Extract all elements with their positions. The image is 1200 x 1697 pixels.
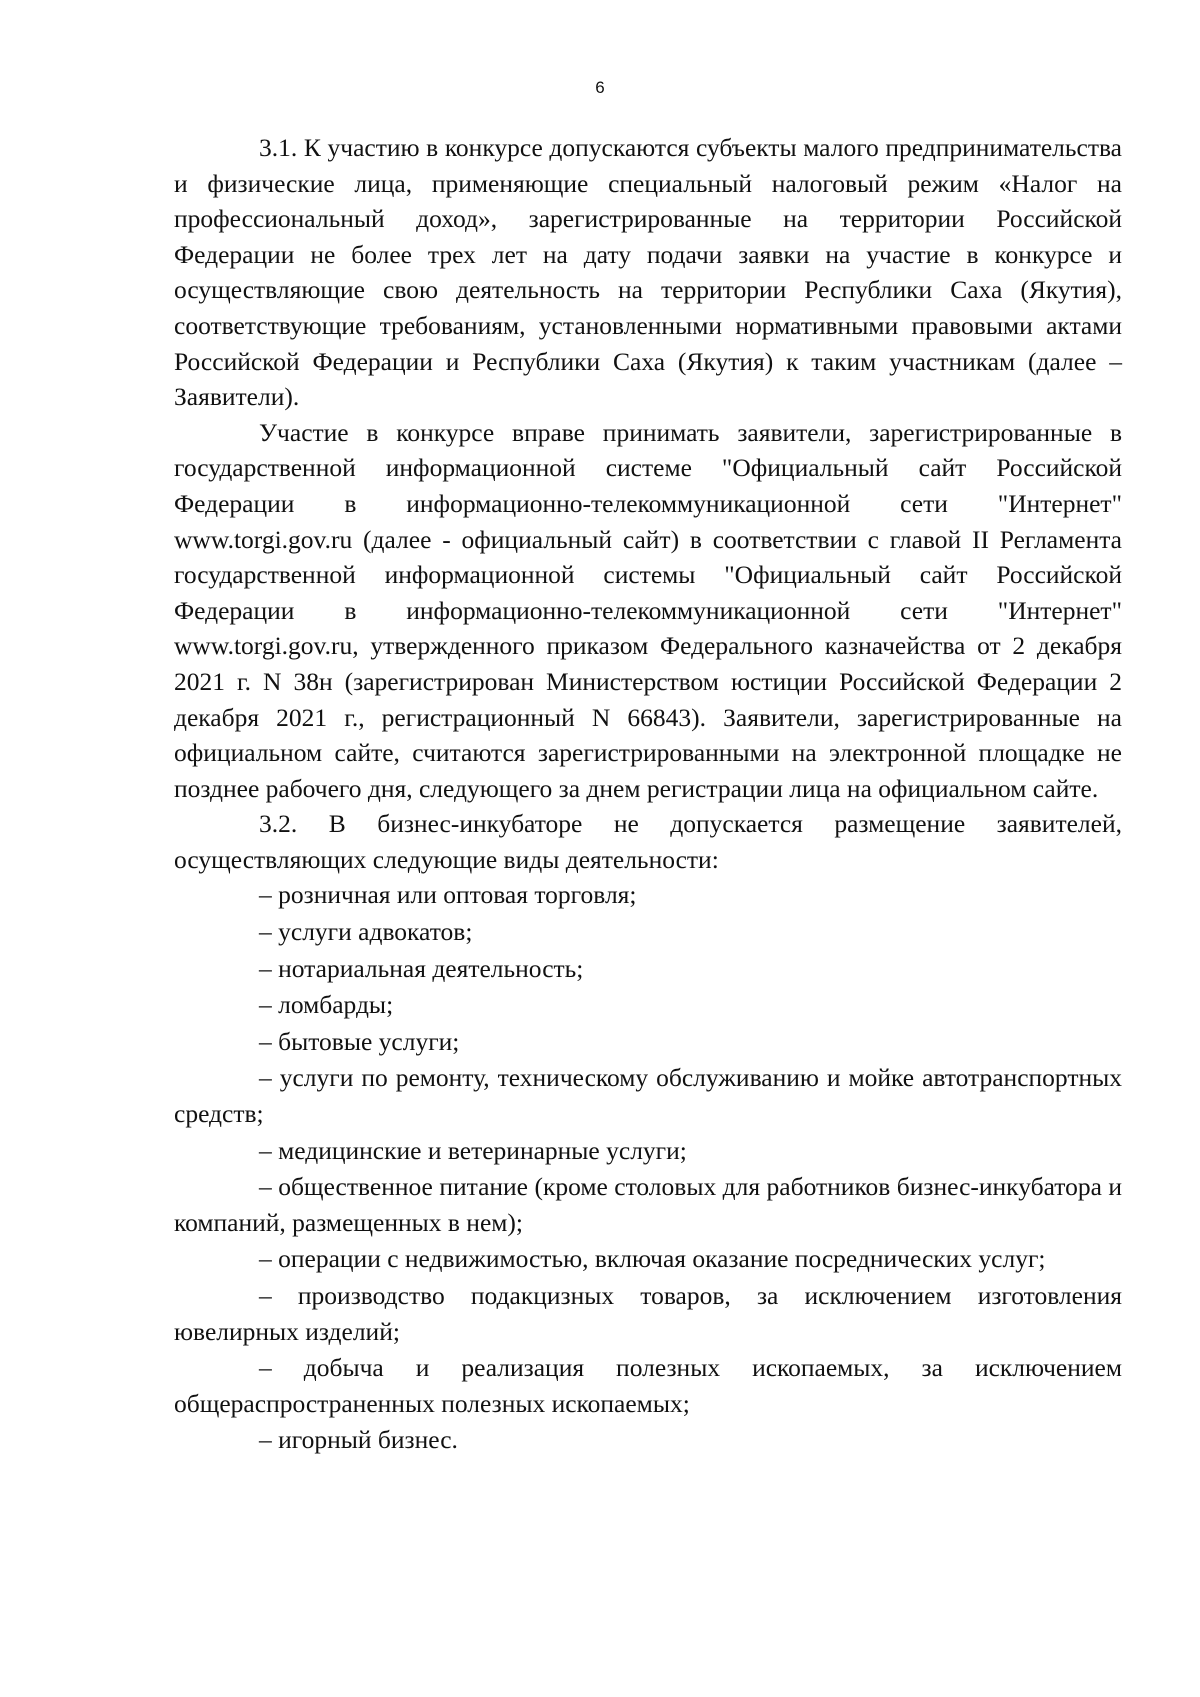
list-item: – розничная или оптовая торговля; bbox=[259, 880, 637, 910]
document-body bbox=[174, 130, 1122, 1458]
paragraph-3-1: 3.1. К участию в конкурсе допускаются субъекты малого предпринимательства и физические лица, применяющие специальный налоговый режим «Налог на профессиональный доход», зарегистрированные на территории Российской Федерации не более трех лет на дату подачи заявки на участие в конкурсе и осуществляющие свою деятельность на территории Республики Саха (Якутия), соответствующие требованиям, установленными нормативными правовыми актами Российской Федерации и Республики Саха (Якутия) к таким участникам (далее – Заявители). bbox=[174, 133, 1122, 412]
list-item: – добыча и реализация полезных ископаемых, за исключением общераспространенных полезных ископаемых; bbox=[174, 1353, 1122, 1418]
page-number: 6 bbox=[595, 78, 605, 97]
paragraph-3-2: 3.2. В бизнес-инкубаторе не допускается размещение заявителей, осуществляющих следующие виды деятельности: bbox=[174, 809, 1122, 874]
list-item: – общественное питание (кроме столовых для работников бизнес-инкубатора и компаний, размещенных в нем); bbox=[174, 1172, 1122, 1237]
list-item: – операции с недвижимостью, включая оказание посреднических услуг; bbox=[259, 1244, 1046, 1274]
list-item: – производство подакцизных товаров, за исключением изготовления ювелирных изделий; bbox=[174, 1281, 1122, 1346]
list-item: – услуги адвокатов; bbox=[259, 917, 473, 947]
list-item: – услуги по ремонту, техническому обслуживанию и мойке автотранспортных средств; bbox=[174, 1063, 1122, 1129]
list-item: – ломбарды; bbox=[259, 990, 394, 1020]
paragraph-participation: Участие в конкурсе вправе принимать заявители, зарегистрированные в государственной информационной системе "Официальный сайт Российской Федерации в информационно-телекоммуникационной сети "Интернет" www.torgi.gov.ru (далее - официальный сайт) в соответствии с главой II Регламента государственной информационной системы "Официальный сайт Российской Федерации в информационно-телекоммуникационной сети "Интернет" www.torgi.gov.ru, утвержденного приказом Федерального казначейства от 2 декабря 2021 г. N 38н (зарегистрирован Министерством юстиции Российской Федерации 2 декабря 2021 г., регистрационный N 66843). Заявители, зарегистрированные на официальном сайте, считаются зарегистрированными на электронной площадке не позднее рабочего дня, следующего за днем регистрации лица на официальном сайте. bbox=[174, 417, 1122, 803]
list-item: – бытовые услуги; bbox=[259, 1026, 460, 1056]
list-item: – нотариальная деятельность; bbox=[259, 953, 584, 983]
list-item: – медицинские и ветеринарные услуги; bbox=[259, 1135, 687, 1165]
list-item: – игорный бизнес. bbox=[259, 1425, 458, 1455]
